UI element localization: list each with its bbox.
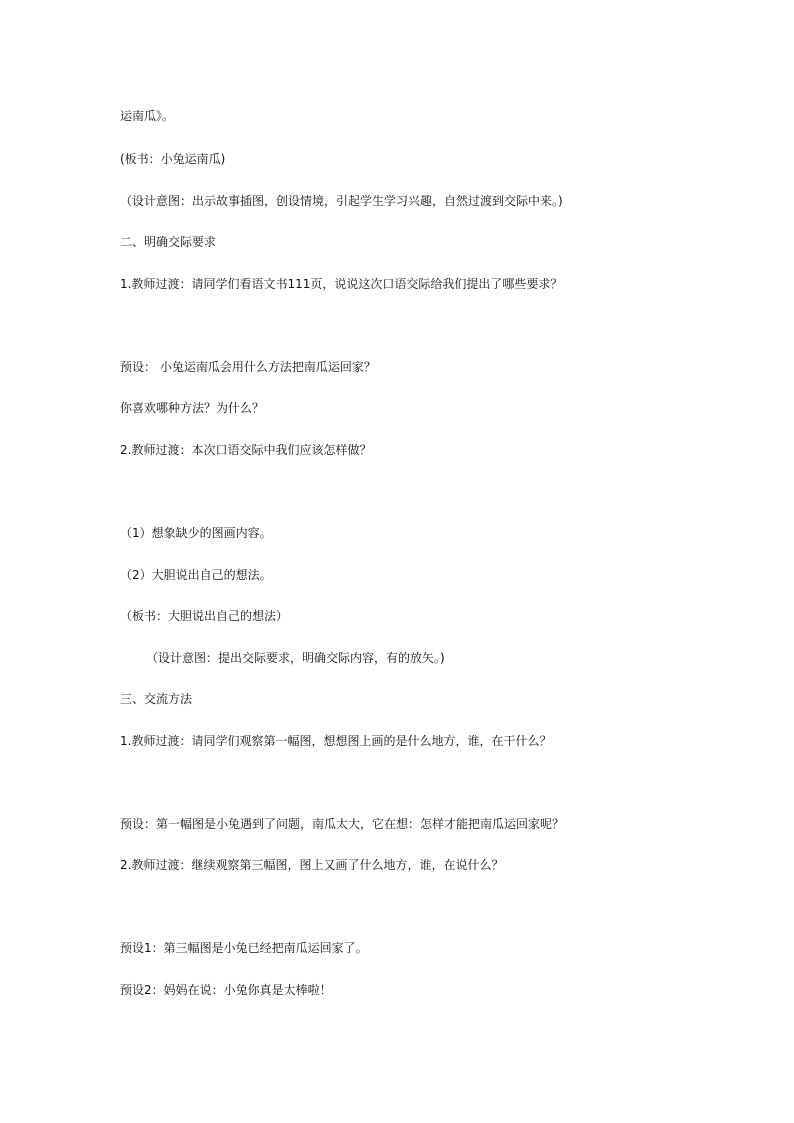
text-line: 你喜欢哪种方法？为什么？ [120, 401, 265, 415]
design-intent-note: （设计意图：提出交际要求，明确交际内容，有的放矢。) [146, 651, 445, 665]
text-line: 预设2：妈妈在说：小兔你真是太棒啦！ [120, 983, 332, 997]
board-note: （板书：大胆说出自己的想法） [120, 609, 289, 623]
text-line: 1.教师过渡：请同学们看语文书111页，说说这次口语交际给我们提出了哪些要求？ [120, 277, 563, 291]
section-heading: 三、交流方法 [120, 692, 193, 706]
text-line: 预设： 小兔运南瓜会用什么方法把南瓜运回家？ [120, 360, 376, 374]
text-line: 预设1：第三幅图是小兔已经把南瓜运回家了。 [120, 941, 368, 955]
text-line: 2.教师过渡：继续观察第三幅图，图上又画了什么地方，谁，在说什么？ [120, 858, 504, 872]
design-intent-note: （设计意图：出示故事插图，创设情境，引起学生学习兴趣，自然过渡到交际中来。) [120, 194, 563, 208]
text-line: 1.教师过渡：请同学们观察第一幅图，想想图上画的是什么地方，谁，在干什么？ [120, 734, 552, 748]
text-line: 运南瓜》。 [120, 109, 175, 123]
text-line: 预设：第一幅图是小兔遇到了问题，南瓜太大，它在想：怎样才能把南瓜运回家呢？ [120, 817, 565, 831]
list-item: （2）大胆说出自己的想法。 [120, 568, 272, 582]
list-item: （1）想象缺少的图画内容。 [120, 526, 272, 540]
text-line: 2.教师过渡：本次口语交际中我们应该怎样做？ [120, 443, 372, 457]
section-heading: 二、明确交际要求 [120, 235, 217, 249]
board-note: (板书：小兔运南瓜) [120, 152, 226, 166]
